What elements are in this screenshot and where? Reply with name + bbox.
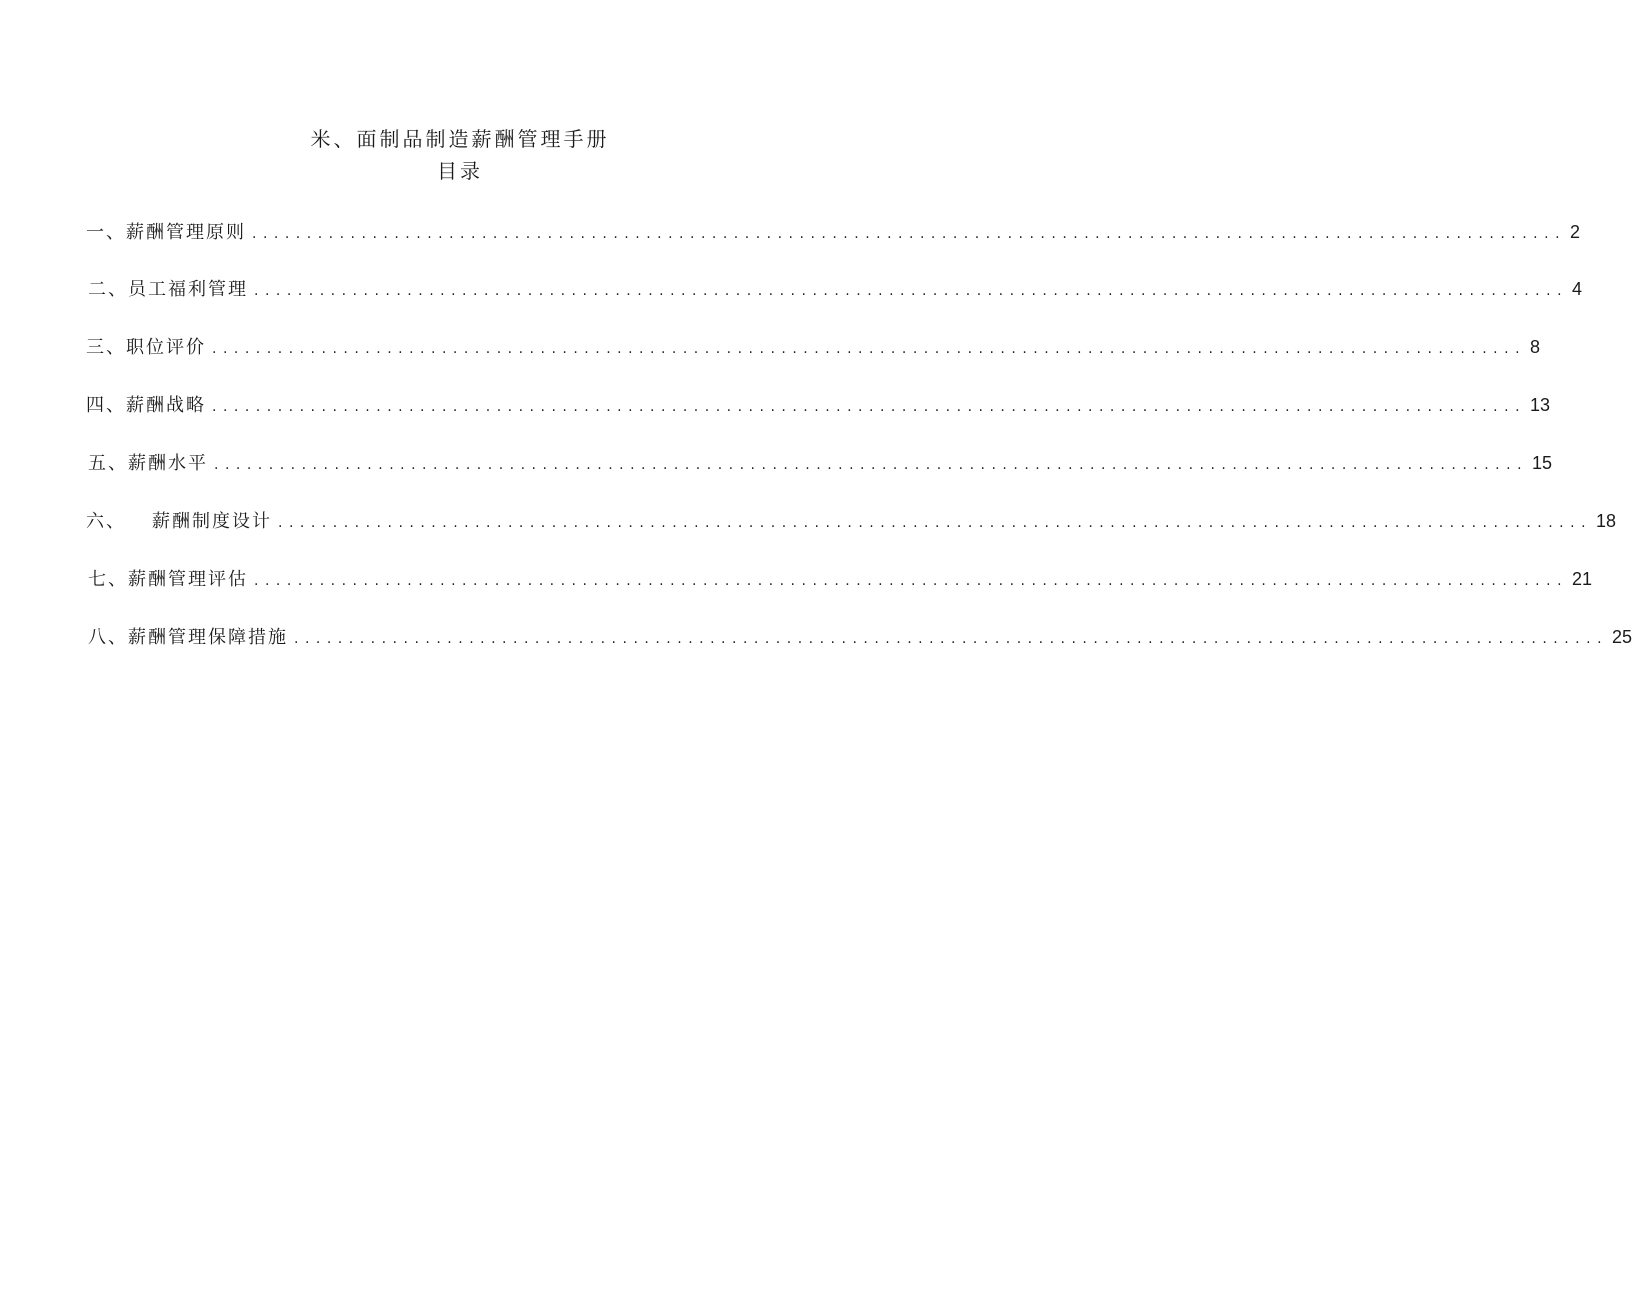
toc-entry-page: 4 (1572, 279, 1583, 299)
toc-entry-text: 薪酬水平 (128, 453, 208, 474)
toc-entry-number: 三、 (86, 337, 126, 358)
toc-entry[interactable] (86, 217, 1581, 247)
toc-heading: 目录 (437, 159, 483, 183)
toc-entry-page: 18 (1596, 511, 1617, 531)
toc-dot-leader: ........................................................................................................................ (214, 457, 1529, 473)
toc-entry-number: 二、 (88, 279, 128, 300)
toc-entry-number: 四、 (86, 395, 126, 416)
toc-entry-text: 薪酬管理原则 (126, 222, 246, 243)
toc-entry[interactable] (86, 390, 1551, 420)
toc-dot-leader: ........................................................................................................................ (212, 399, 1527, 415)
toc-entry[interactable] (88, 448, 1553, 478)
toc-entry-page: 21 (1572, 569, 1593, 589)
toc-entry-number: 五、 (88, 453, 128, 474)
toc-entry-page: 13 (1530, 395, 1551, 415)
toc-entry[interactable] (86, 332, 1541, 362)
toc-entry-text: 薪酬管理保障措施 (128, 627, 288, 648)
toc-entry-text: 薪酬管理评估 (128, 569, 248, 590)
toc-entry-number: 六、 (86, 511, 126, 532)
toc-entry-text: 薪酬制度设计 (152, 511, 272, 532)
toc-dot-leader: ........................................................................................................................ (294, 631, 1609, 647)
toc-dot-leader: ........................................................................................................................ (212, 341, 1527, 357)
toc-entry-number: 七、 (88, 569, 128, 590)
toc-entry-text: 职位评价 (126, 337, 206, 358)
toc-dot-leader: ........................................................................................................................ (254, 573, 1569, 589)
toc-entry[interactable] (88, 622, 1632, 652)
toc-entry[interactable] (86, 506, 1617, 536)
toc-dot-leader: ........................................................................................................................ (252, 226, 1567, 242)
toc-entry-page: 2 (1570, 222, 1581, 242)
toc-entry-number: 八、 (88, 627, 128, 648)
toc-entry[interactable] (88, 274, 1583, 304)
toc-entry-number: 一、 (86, 222, 126, 243)
toc-dot-leader: ........................................................................................................................ (254, 283, 1569, 299)
document-title: 米、面制品制造薪酬管理手册 (310, 127, 610, 151)
toc-entry-text: 薪酬战略 (126, 395, 206, 416)
toc-entry[interactable] (88, 564, 1593, 594)
toc-dot-leader: ........................................................................................................................ (278, 515, 1593, 531)
toc-entry-page: 25 (1612, 627, 1632, 647)
toc-entry-page: 15 (1532, 453, 1553, 473)
toc-entry-page: 8 (1530, 337, 1541, 357)
toc-entry-text: 员工福利管理 (128, 279, 248, 300)
